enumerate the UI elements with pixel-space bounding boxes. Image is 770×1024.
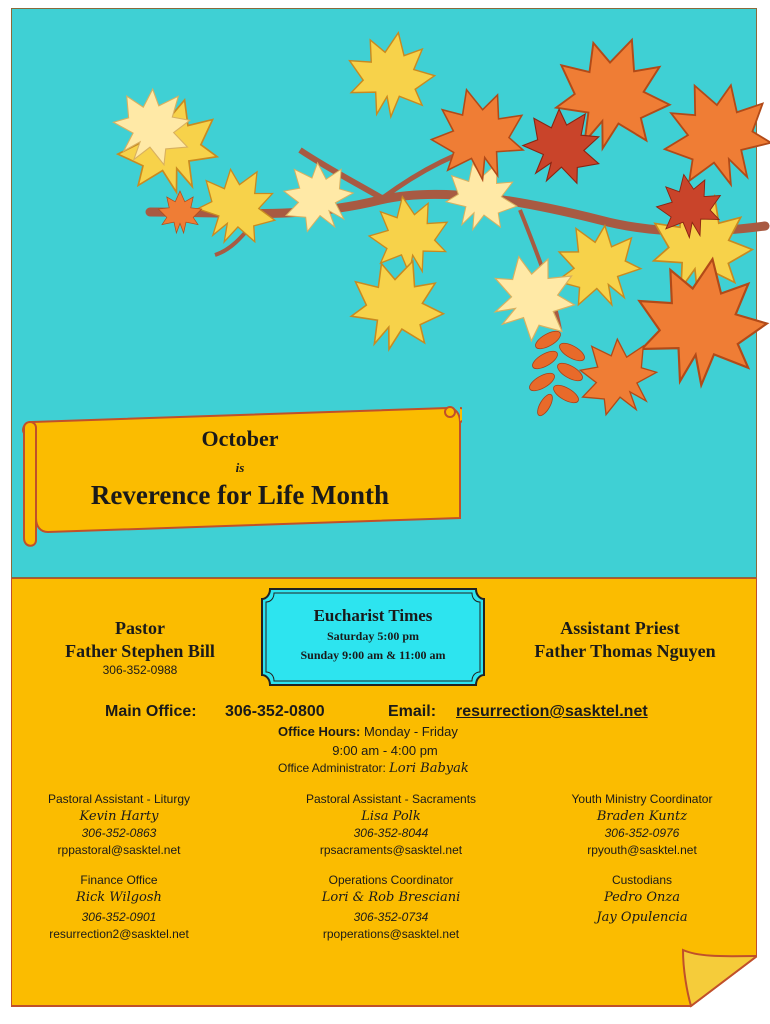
- staff-role: Youth Ministry Coordinator: [571, 792, 713, 806]
- staff-phone: 306-352-8044: [353, 826, 429, 840]
- staff-name: Lori & Rob Bresciani: [321, 890, 461, 905]
- staff-role: Operations Coordinator: [328, 873, 454, 887]
- staff-sacraments: [281, 791, 501, 859]
- staff-youth-ministry: [532, 791, 752, 859]
- office-hours-days: Monday - Friday: [363, 724, 458, 739]
- banner-title: Reverence for Life Month: [90, 480, 390, 510]
- staff-name: Rick Wilgosh: [76, 890, 162, 905]
- staff-name: Braden Kuntz: [596, 809, 688, 824]
- main-office-label: Main Office:: [105, 703, 197, 720]
- staff-name-2: Jay Opulencia: [596, 910, 688, 925]
- office-hours-label: Office Hours:: [278, 724, 361, 739]
- staff-name: Lisa Polk: [361, 809, 421, 824]
- staff-role: Pastoral Assistant - Liturgy: [47, 792, 191, 806]
- staff-email: rpsacraments@sasktel.net: [319, 843, 463, 857]
- eucharist-saturday: Saturday 5:00 pm: [326, 629, 419, 643]
- pastor-phone: 306-352-0988: [102, 663, 178, 677]
- staff-name: Kevin Harty: [79, 809, 159, 824]
- staff-email: resurrection2@sasktel.net: [49, 927, 189, 941]
- eucharist-sunday: Sunday 9:00 am & 11:00 am: [300, 648, 446, 662]
- staff-email: rppastoral@sasktel.net: [57, 843, 181, 857]
- pastor-title: Pastor: [115, 618, 165, 638]
- staff-email: rpoperations@sasktel.net: [322, 927, 460, 941]
- main-office-phone: 306-352-0800: [225, 703, 325, 720]
- staff-phone: 306-352-0976: [604, 826, 680, 840]
- office-administrator: [278, 761, 469, 776]
- staff-custodians: [532, 872, 752, 926]
- banner-month: October: [201, 426, 279, 451]
- staff-role: Finance Office: [80, 873, 158, 887]
- staff-liturgy: [9, 791, 229, 859]
- pastor-name: Father Stephen Bill: [65, 641, 215, 661]
- staff-name: Pedro Onza: [604, 890, 680, 905]
- staff-role: Pastoral Assistant - Sacraments: [305, 792, 477, 806]
- staff-operations: [281, 872, 501, 943]
- banner-is: is: [235, 460, 245, 475]
- staff-phone: 306-352-0863: [81, 826, 157, 840]
- eucharist-title: Eucharist Times: [313, 606, 433, 625]
- assistant-priest-title: Assistant Priest: [560, 618, 680, 638]
- staff-phone: 306-352-0901: [81, 910, 157, 924]
- assistant-priest-name: Father Thomas Nguyen: [534, 641, 716, 661]
- office-admin-label: Office Administrator:: [278, 761, 386, 775]
- office-hours: [278, 724, 458, 739]
- main-office-email-link[interactable]: resurrection@sasktel.net: [456, 703, 648, 720]
- staff-role: Custodians: [611, 873, 673, 887]
- banner-text: [18, 400, 462, 550]
- email-label: Email:: [388, 703, 437, 720]
- office-hours-time: 9:00 am - 4:00 pm: [332, 743, 438, 758]
- staff-email: rpyouth@sasktel.net: [587, 843, 697, 857]
- office-admin-name: Lori Babyak: [389, 761, 469, 776]
- staff-phone: 306-352-0734: [353, 910, 429, 924]
- staff-finance: [9, 872, 229, 943]
